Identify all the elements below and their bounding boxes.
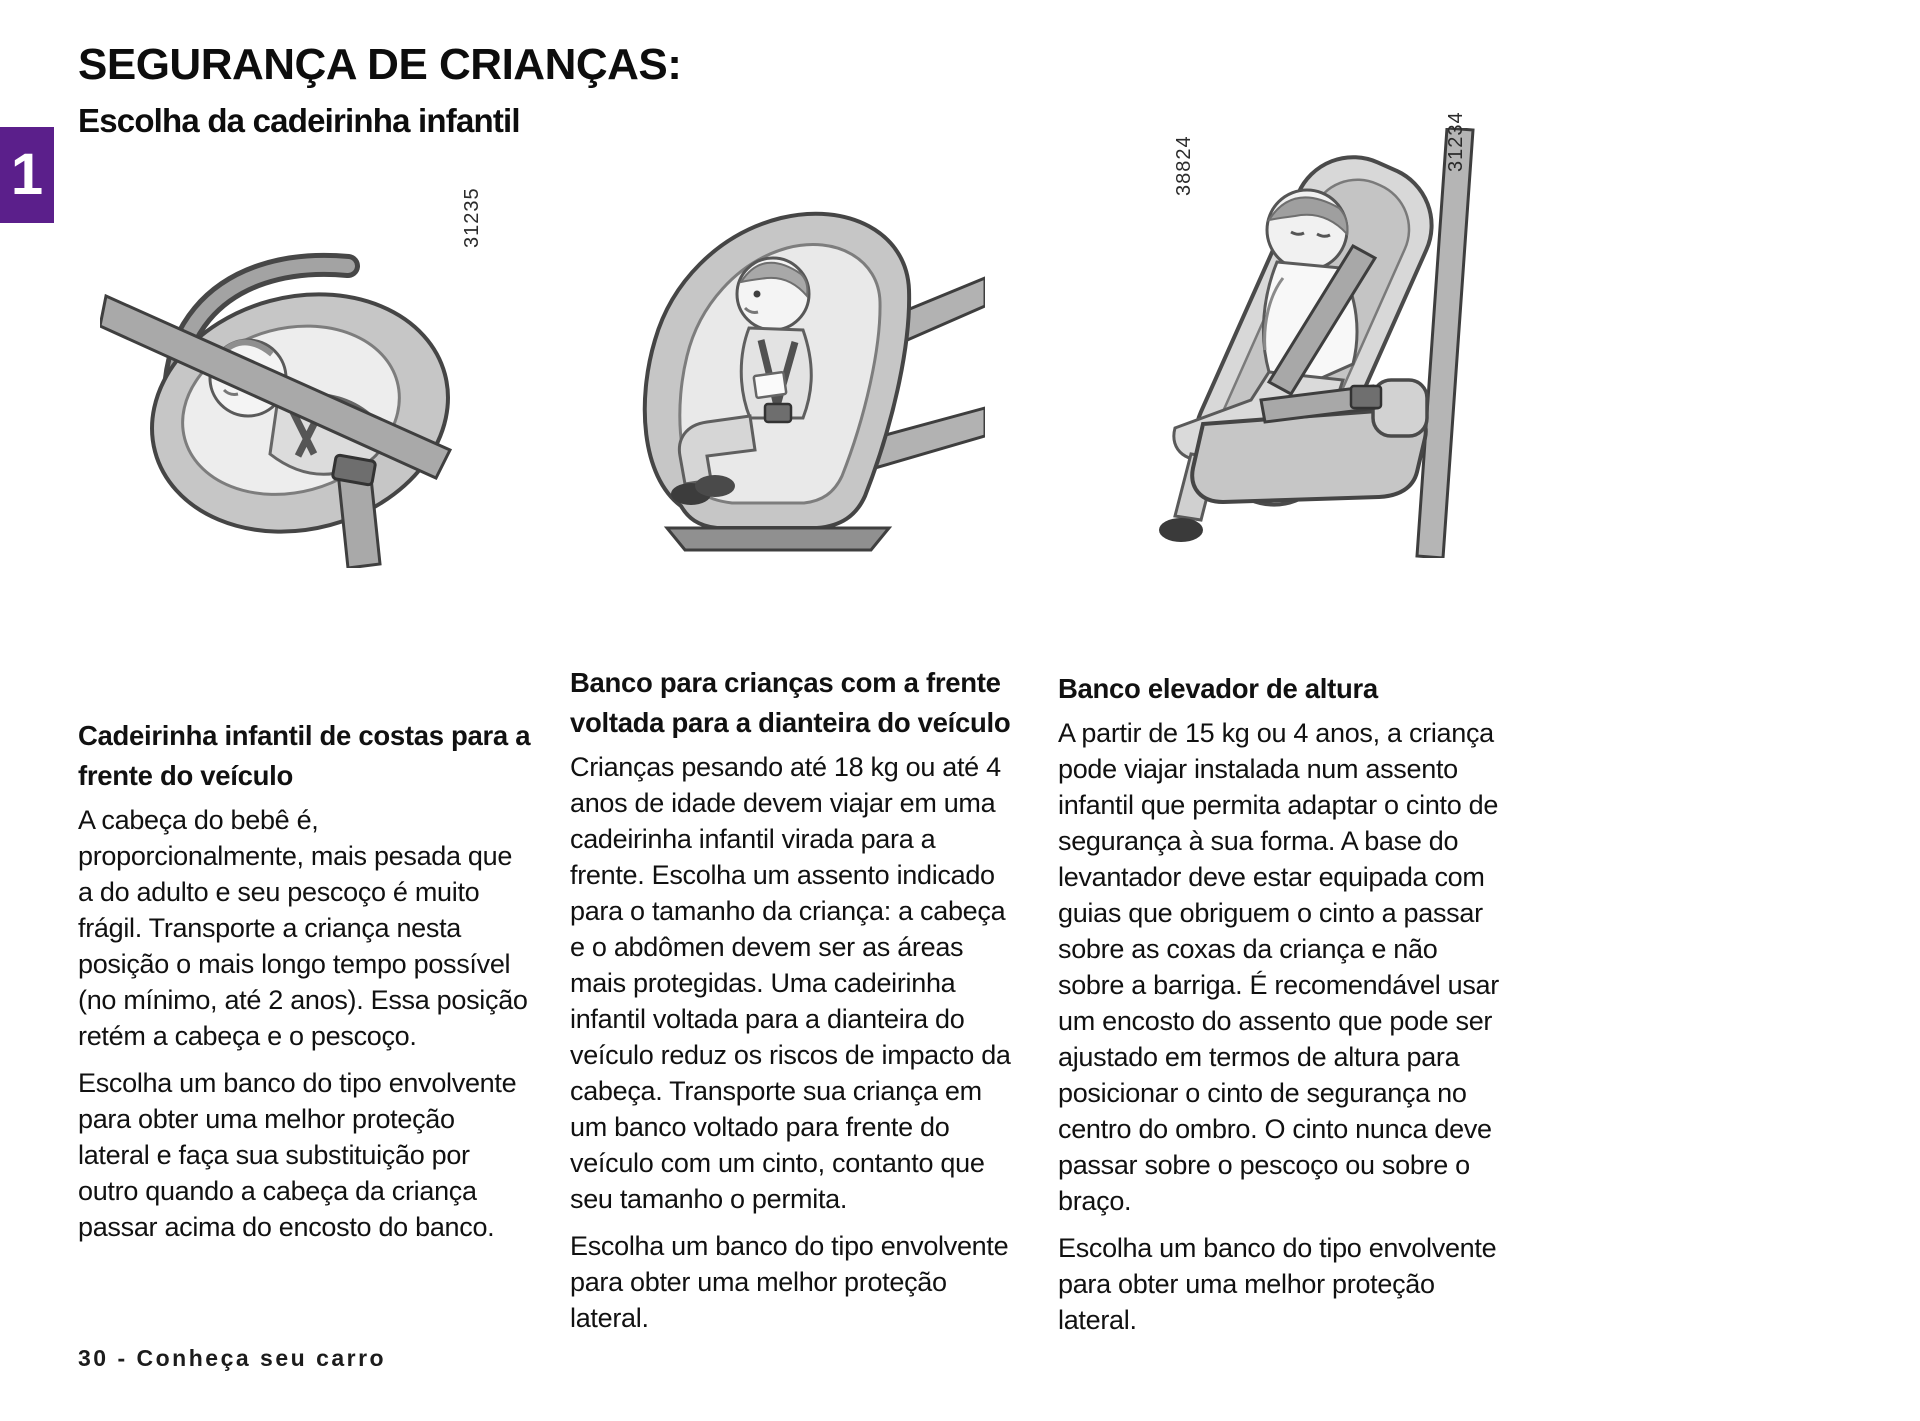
column-heading: Banco para crianças com a frente voltada para a dianteira do veículo	[570, 667, 1011, 738]
figure-number-31235: 31235	[461, 187, 483, 248]
column-paragraph: Crianças pesando até 18 kg ou até 4 anos de idade devem viajar em uma cadeirinha infantil virada para a frente. Escolha um assento indicado para o tamanho da criança: a cabeça e o abdômen devem ser as áreas mais protegidas. Uma cadeirinha infantil voltada para a dianteira do veículo reduz os riscos de impacto da cabeça. Transporte sua criança em um banco voltado para frente do veículo com um cinto, contanto que seu tamanho o permita.	[570, 752, 1011, 1214]
column-paragraph: Escolha um banco do tipo envolvente para obter uma melhor proteção lateral.	[1058, 1233, 1497, 1335]
page-footer: 30 - Conheça seu carro	[78, 1345, 387, 1371]
forward-facing-child-seat-illustration	[585, 178, 985, 558]
column-booster-seat	[1058, 669, 1506, 1349]
column-paragraph: A cabeça do bebê é, proporcionalmente, mais pesada que a do adulto e seu pescoço é muito frágil. Transporte a criança nesta posição o mais longo tempo possível (no mínimo, até 2 anos). Essa posição retém a cabeça e o pescoço.	[78, 805, 528, 1051]
column-rear-facing-seat	[78, 716, 533, 1256]
page-title: SEGURANÇA DE CRIANÇAS:	[78, 40, 682, 89]
booster-seat-illustration	[1055, 128, 1495, 558]
column-paragraph: A partir de 15 kg ou 4 anos, a criança pode viajar instalada num assento infantil que permita adaptar o cinto de segurança à sua forma. A base do levantador deve estar equipada com guias que obriguem o cinto a passar sobre as coxas da criança e não sobre a barriga. É recomendável usar um encosto do assento que pode ser ajustado em termos de altura para posicionar o cinto de segurança no centro do ombro. O cinto nunca deve passar sobre o pescoço ou sobre o braço.	[1058, 718, 1499, 1216]
figure-number-38824: 38824	[1173, 135, 1195, 196]
rear-facing-infant-seat-illustration	[100, 208, 490, 568]
figure-forward-facing-child-seat	[585, 178, 985, 563]
figure-number-31234: 31234	[1445, 111, 1467, 172]
column-forward-facing-seat	[570, 663, 1012, 1347]
section-number: 1	[10, 142, 44, 207]
column-paragraph: Escolha um banco do tipo envolvente para obter uma melhor proteção lateral e faça sua substituição por outro quando a cabeça da criança passar acima do encosto do banco.	[78, 1068, 517, 1242]
column-heading: Banco elevador de altura	[1058, 673, 1378, 704]
column-heading: Cadeirinha infantil de costas para a frente do veículo	[78, 720, 531, 791]
column-paragraph: Escolha um banco do tipo envolvente para obter uma melhor proteção lateral.	[570, 1231, 1009, 1333]
figure-rear-facing-infant-seat	[100, 208, 490, 573]
page-subtitle: Escolha da cadeirinha infantil	[78, 102, 520, 139]
section-number-tab	[0, 127, 54, 223]
figure-booster-seat	[1055, 128, 1495, 563]
